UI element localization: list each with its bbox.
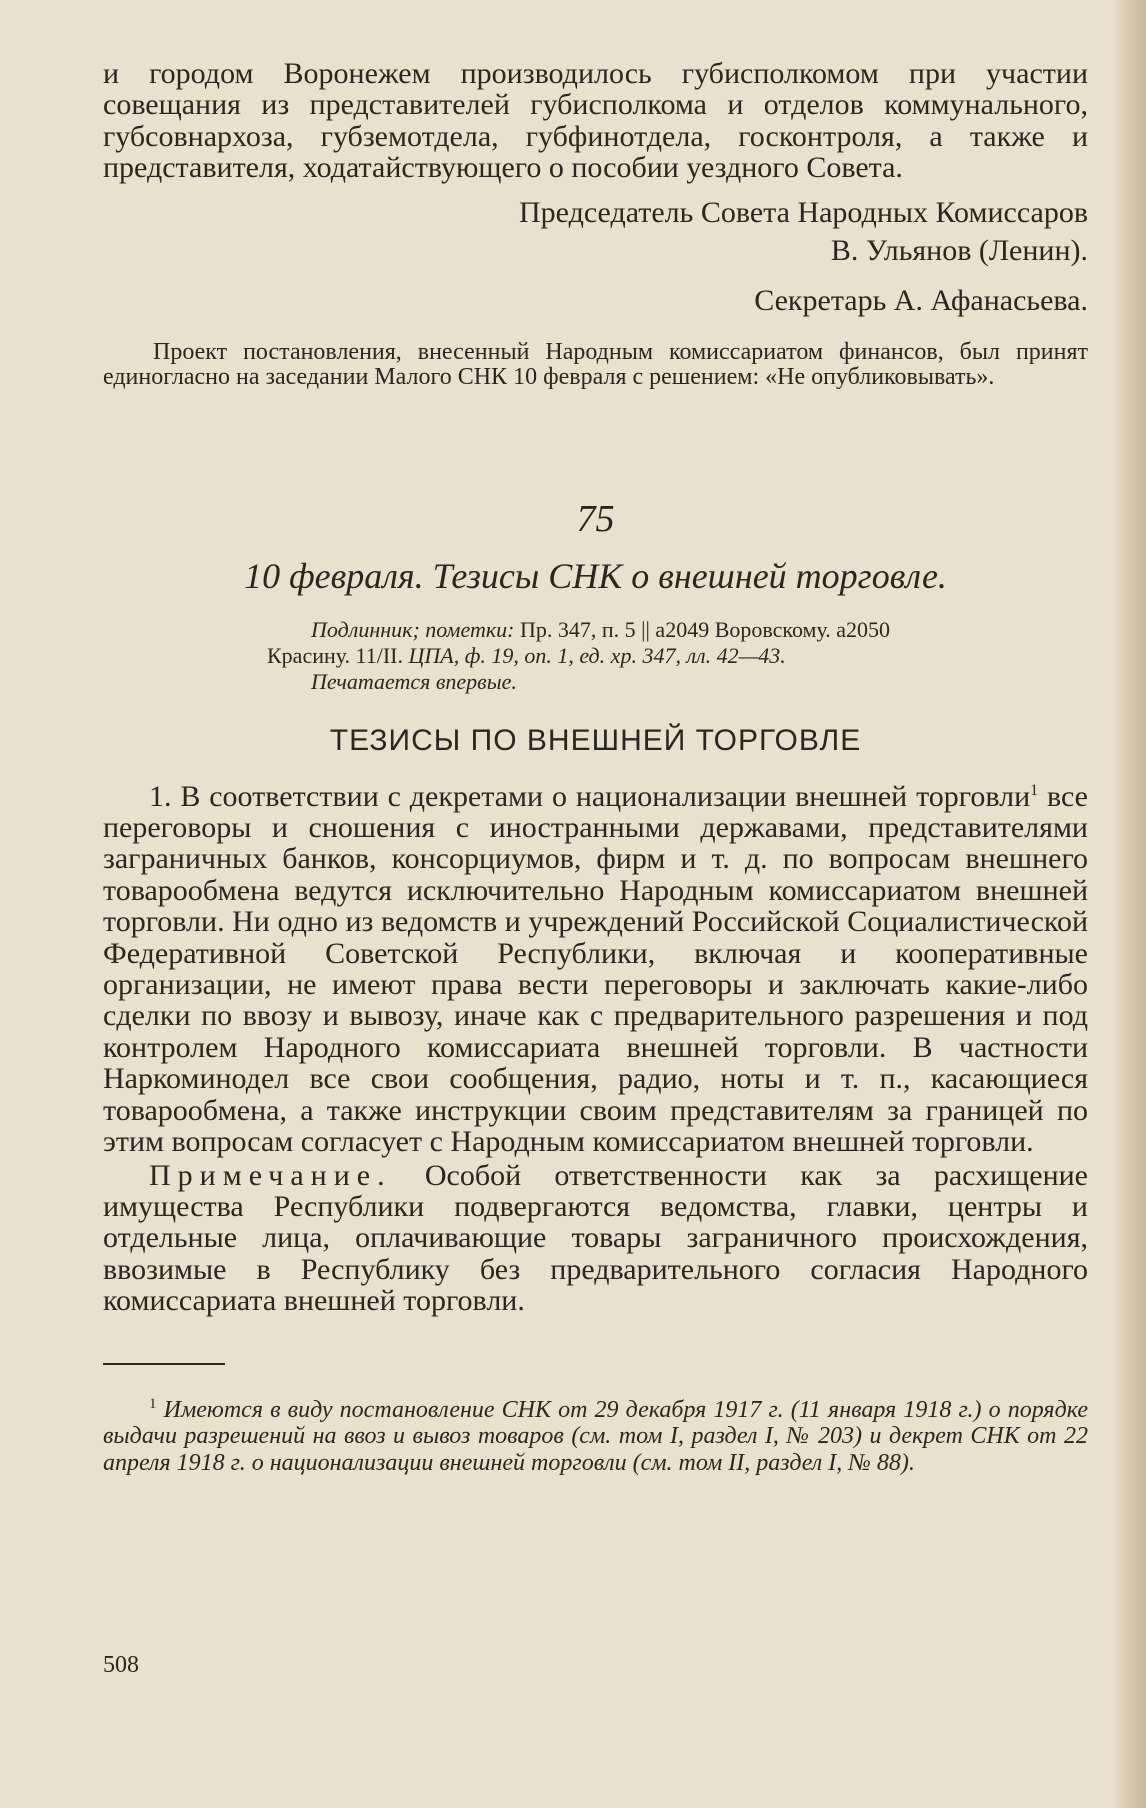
- source-marks-2: Красину. 11/II.: [267, 642, 403, 668]
- footnote-mark: 1: [149, 1395, 157, 1412]
- footnote-text: Имеются в виду постановление СНК от 29 декабря 1917 г. (11 января 1918 г.) о порядке выдачи разрешений на ввоз и вывоз товаров (см. том I, раздел I, № 203) и декрет СНК от 22 апреля 1918 г. о национализации внешней торговли (см. том II, раздел I, № 88).: [103, 1396, 1088, 1476]
- source-marks-1: Пр. 347, п. 5 || а2049 Воровскому. а2050: [519, 616, 891, 642]
- page-number: 508: [103, 1652, 139, 1678]
- footnote-divider: [103, 1363, 225, 1365]
- thesis-title: ТЕЗИСЫ ПО ВНЕШНЕЙ ТОРГОВЛЕ: [329, 723, 862, 757]
- document-heading: 10 февраля. Тезисы СНК о внешней торговле.: [244, 555, 947, 596]
- top-paragraph: и городом Воронежем производилось губисполкомом при участии совещания из представителей губисполкома и отделов коммунального, губсовнархоза, губземотдела, губфинотдела, госконтроля, а также и представителя, ходатайствующего о пособии уездного Совета.: [103, 57, 1088, 185]
- archive-reference: ЦПА, ф. 19, оп. 1, ед. хр. 347, лл. 42—43.: [408, 642, 786, 668]
- note-text: Особой ответственности как за расхищение имущества Республики подвергаются ведомства, главки, центры и отдельные лица, оплачивающие товары заграничного происхождения, ввозимые в Республику без предварительного согласия Народного комиссариата внешней торговли.: [103, 1158, 1088, 1318]
- chair-name: В. Ульянов (Ленин).: [830, 233, 1088, 267]
- source-line-1: [311, 617, 1088, 643]
- signature-block: [103, 194, 1088, 320]
- first-print-note: Печатается впервые.: [311, 668, 517, 694]
- editorial-note: Проект постановления, внесенный Народным комиссариатом финансов, был принят единогласно на заседании Малого СНК 10 февраля с решением: «Не опубликовывать».: [103, 338, 1088, 391]
- page-content: [103, 58, 1088, 1476]
- point1-rest: все переговоры и сношения с иностранными державами, представителями заграничных банков, консорциумов, фирм и т. д. по вопросам внешнего товарообмена ведутся исключительно Народным комиссариатом внешней торговли. Ни одно из ведомств и учреждений Российской Социалистической Федеративной Советской Республики, включая и кооперативные организации, не имеют права вести переговоры и заключать какие-либо сделки по ввозу и вывозу, иначе как с предварительного разрешения и под контролем Народного комиссариата внешней торговли. В частности Наркоминодел все свои сообщения, радио, ноты и т. п., касающиеся товарообмена, а также инструкции своим представителям за границей по этим вопросам согласует с Народным комиссариатом внешней торговли.: [103, 779, 1088, 1159]
- chair-title: Председатель Совета Народных Комиссаров: [519, 195, 1088, 229]
- footnote: [103, 1397, 1088, 1477]
- document-number: 75: [576, 497, 615, 540]
- thesis-note: [103, 1160, 1088, 1317]
- source-line-2: [267, 643, 1088, 669]
- page-edge-shadow: [1112, 0, 1146, 1808]
- thesis-point-1: [103, 781, 1088, 1158]
- secretary-signature: Секретарь А. Афанасьева.: [754, 283, 1088, 317]
- footnote-reference[interactable]: 1: [1030, 781, 1039, 799]
- note-label: Примечание.: [149, 1158, 392, 1192]
- point1-start: 1. В соответствии с декретами о национализации внешней торговли: [149, 779, 1031, 813]
- source-label: Подлинник; пометки:: [311, 616, 515, 642]
- source-reference: [103, 617, 1088, 695]
